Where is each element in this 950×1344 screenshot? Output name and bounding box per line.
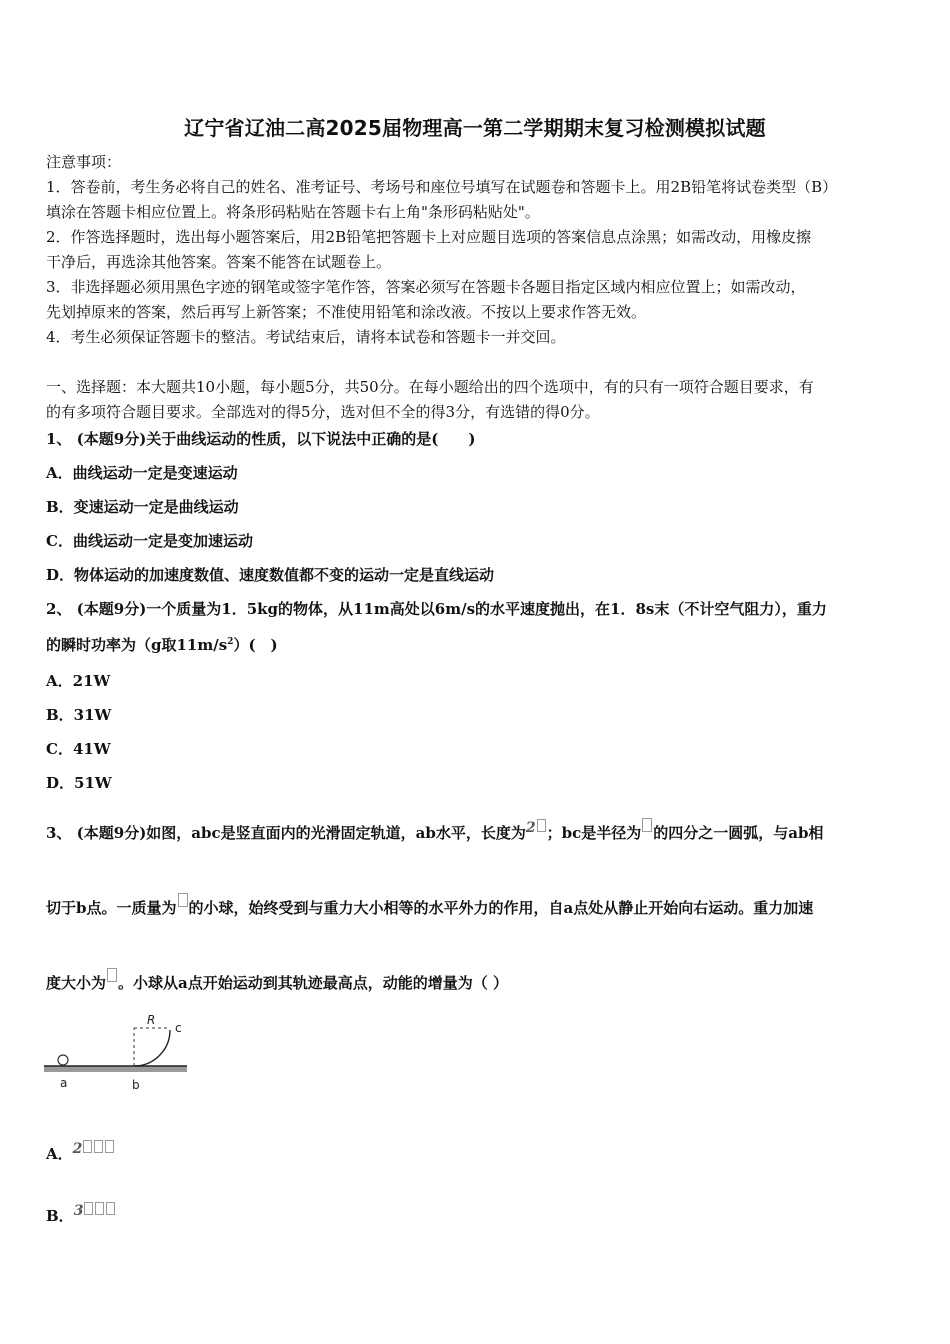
question-3-text: 的小球，始终受到与重力大小相等的水平外力的作用，自a点处从静止开始向右运动。重力加速: [188, 899, 814, 917]
missing-formula-icon: [95, 1202, 104, 1215]
question-2-option-a: A．21W: [46, 672, 111, 690]
question-1-option-b: B．变速运动一定是曲线运动: [46, 498, 239, 516]
question-3-line3: [46, 968, 508, 993]
question-1-option-a: A．曲线运动一定是变速运动: [46, 464, 238, 482]
question-2-option-b: B．31W: [46, 706, 112, 724]
question-2-stem: 2、 (本题9分)一个质量为1．5kg的物体，从11m高处以6m/s的水平速度抛出，在1．8s末（不计空气阻力），重力: [46, 600, 827, 618]
question-2-stem-text: 的瞬时功率为（g取11m/s: [46, 636, 228, 654]
notice-line: 4．考生必须保证答题卡的整洁。考试结束后，请将本试卷和答题卡一并交回。: [46, 328, 566, 346]
track-diagram: [44, 1010, 194, 1095]
question-2-stem-line2: [46, 634, 278, 655]
question-3-text: ；bc是半径为: [546, 824, 642, 842]
notice-line: 先划掉原来的答案，然后再写上新答案；不准使用铅笔和涂改液。不按以上要求作答无效。: [46, 303, 647, 321]
question-3-text: 的四分之一圆弧，与ab相: [653, 824, 824, 842]
missing-formula-icon: [107, 968, 117, 982]
page-title: 辽宁省辽油二高2025届物理高一第二学期期末复习检测模拟试题: [184, 116, 766, 140]
option-letter: A．: [46, 1145, 73, 1163]
label-c: c: [175, 1021, 182, 1035]
missing-formula-icon: [105, 1140, 114, 1153]
notice-line: 3．非选择题必须用黑色字迹的钢笔或签字笔作答，答案必须写在答题卡各题目指定区域内相应位置上；如需改动，: [46, 278, 806, 296]
label-r: R: [147, 1013, 156, 1027]
notice-heading: 注意事项：: [46, 153, 122, 171]
question-1-option-c: C．曲线运动一定是变加速运动: [46, 532, 253, 550]
missing-formula-icon: [642, 818, 652, 832]
missing-formula-icon: [537, 819, 546, 832]
notice-line: 填涂在答题卡相应位置上。将条形码粘贴在答题卡右上角"条形码粘贴处"。: [46, 203, 540, 221]
question-3-text: 3、 (本题9分)如图，abc是竖直面内的光滑固定轨道，ab水平，长度为: [46, 824, 526, 842]
question-3-text: 。小球从a点开始运动到其轨迹最高点，动能的增量为（ ）: [118, 974, 508, 992]
question-3-line1: [46, 818, 823, 843]
label-b: b: [132, 1078, 140, 1092]
question-1-option-d: D．物体运动的加速度数值、速度数值都不变的运动一定是直线运动: [46, 566, 495, 584]
missing-formula-icon: [94, 1140, 103, 1153]
missing-formula-icon: [178, 893, 188, 907]
question-2-option-d: D．51W: [46, 774, 112, 792]
notice-line: 2．作答选择题时，选出每小题答案后，用2B铅笔把答题卡上对应题目选项的答案信息点涂黑；如需改动，用橡皮擦: [46, 228, 812, 246]
math-formula: 2: [72, 1141, 83, 1157]
question-2-option-c: C．41W: [46, 740, 111, 758]
missing-formula-icon: [106, 1202, 115, 1215]
math-formula: 2: [525, 820, 536, 836]
arc-bc: [134, 1030, 170, 1066]
ground-surface: [44, 1066, 187, 1072]
question-3-text: 切于b点。一质量为: [46, 899, 177, 917]
question-3-option-b: [46, 1202, 116, 1226]
ball: [58, 1055, 68, 1065]
missing-formula-icon: [83, 1140, 92, 1153]
question-3-option-a: [46, 1140, 115, 1164]
label-a: a: [60, 1076, 68, 1090]
question-1-stem: 1、 (本题9分)关于曲线运动的性质，以下说法中正确的是( ): [46, 430, 476, 448]
superscript: 2: [227, 637, 234, 647]
question-2-stem-text: ）( ): [233, 636, 278, 654]
section-intro-line: 一、选择题：本大题共10小题，每小题5分，共50分。在每小题给出的四个选项中，有的只有一项符合题目要求，有: [46, 378, 814, 396]
option-letter: B．: [46, 1207, 74, 1225]
question-3-line2: [46, 893, 813, 918]
notice-line: 1．答卷前，考生务必将自己的姓名、准考证号、考场号和座位号填写在试题卷和答题卡上。用2B铅笔将试卷类型（B）: [46, 178, 838, 196]
math-formula: 3: [73, 1203, 84, 1219]
notice-line: 干净后，再选涂其他答案。答案不能答在试题卷上。: [46, 253, 392, 271]
section-intro-line: 的有多项符合题目要求。全部选对的得5分，选对但不全的得3分，有选错的得0分。: [46, 403, 600, 421]
missing-formula-icon: [84, 1202, 93, 1215]
question-3-text: 度大小为: [46, 974, 107, 992]
